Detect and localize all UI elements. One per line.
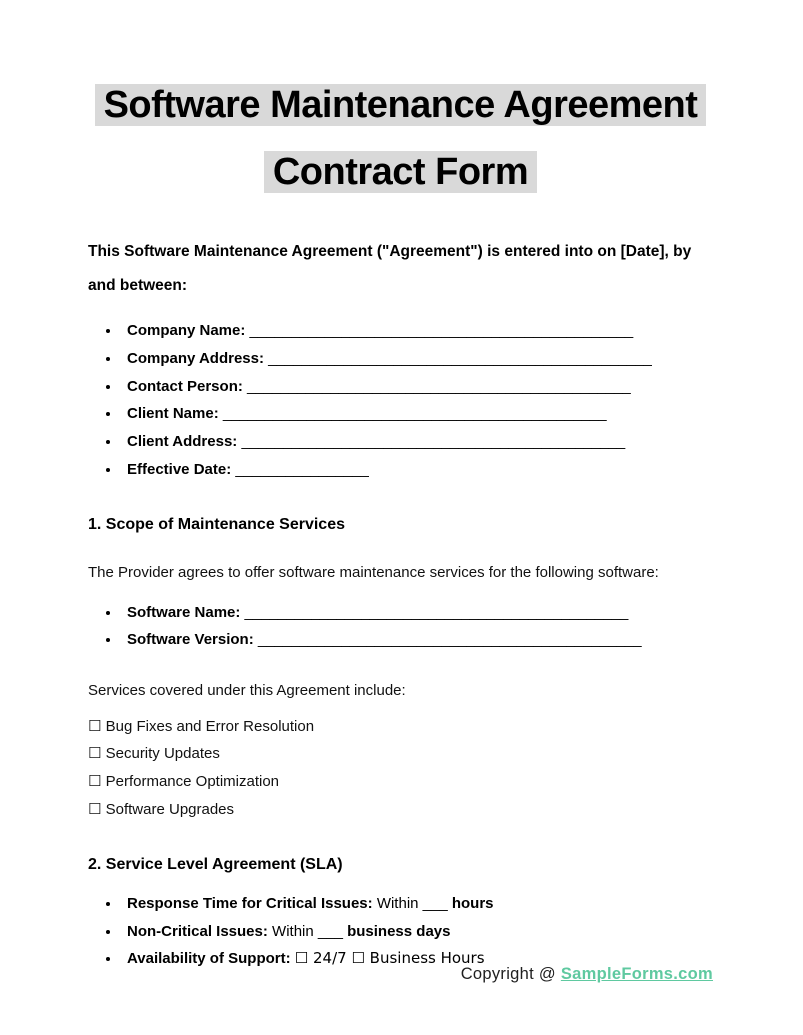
bold-suffix: business days — [347, 922, 451, 940]
list-item — [121, 918, 713, 946]
service-option — [88, 713, 713, 741]
field-label: Effective Date: — [127, 460, 232, 478]
field-label: Response Time for Critical Issues: — [127, 894, 373, 912]
blank-line: ________________ — [235, 460, 369, 478]
checkbox-icon: ☐ — [88, 799, 102, 818]
field-label: Non-Critical Issues: — [127, 922, 268, 940]
sampleforms-link[interactable]: SampleForms.com — [560, 965, 713, 983]
list-item — [121, 599, 713, 627]
blank-line: ______________________________________________ — [257, 631, 642, 649]
footer — [461, 965, 713, 984]
list-item — [121, 626, 713, 654]
service-option — [88, 740, 713, 768]
blank-line: ______________________________________________ — [244, 603, 629, 621]
copyright-text: Copyright @ — [460, 965, 556, 983]
list-item — [121, 400, 713, 428]
field-label: Availability of Support: — [127, 950, 291, 968]
list-item — [121, 428, 713, 456]
field-label: Client Address: — [127, 433, 238, 451]
field-label: Company Name: — [127, 322, 246, 340]
checkbox-icon: ☐ — [88, 772, 102, 791]
blank-line: ______________________________________________ — [249, 322, 634, 340]
software-fields-list — [88, 599, 713, 655]
list-item — [121, 345, 713, 373]
service-option-label: Bug Fixes and Error Resolution — [105, 717, 315, 735]
intro-paragraph: This Software Maintenance Agreement ("Agreement") is entered into on [Date], by and between: — [88, 243, 692, 295]
field-label: Software Version: — [127, 631, 254, 649]
checkbox-icon: ☐ — [88, 744, 102, 763]
section-1-intro: The Provider agrees to offer software maintenance services for the following software: — [88, 564, 659, 582]
list-item — [121, 890, 713, 918]
blank-line: ______________________________________________ — [222, 405, 607, 423]
checkbox-icon: ☐ — [88, 716, 102, 735]
services-intro: Services covered under this Agreement include: — [88, 682, 406, 700]
blank-line: ______________________________________________ — [268, 349, 652, 367]
list-item — [121, 317, 713, 345]
sla-list — [88, 890, 713, 973]
service-option — [88, 768, 713, 796]
document-title — [88, 72, 713, 205]
fill-in-text: Within ___ — [272, 922, 343, 940]
bold-suffix: hours — [451, 894, 494, 912]
blank-line: ______________________________________________ — [247, 377, 631, 395]
field-label: Company Address: — [127, 349, 264, 367]
title-line-2: Contract Form — [264, 151, 537, 193]
field-label: Contact Person: — [127, 377, 243, 395]
field-label: Software Name: — [127, 603, 241, 621]
fill-in-text: ☐ 24/7 ☐ Business Hours — [294, 949, 485, 968]
list-item — [121, 456, 713, 484]
service-option-label: Software Upgrades — [105, 800, 235, 818]
section-1-heading: 1. Scope of Maintenance Services — [88, 515, 345, 533]
title-line-1: Software Maintenance Agreement — [95, 84, 707, 126]
service-option — [88, 796, 713, 824]
section-2-heading: 2. Service Level Agreement (SLA) — [88, 855, 343, 873]
service-option-label: Security Updates — [105, 745, 220, 763]
fill-in-text: Within ___ — [376, 894, 448, 912]
parties-list — [88, 317, 713, 484]
blank-line: ______________________________________________ — [241, 433, 626, 451]
field-label: Client Name: — [127, 405, 219, 423]
list-item — [121, 373, 713, 401]
service-option-label: Performance Optimization — [105, 773, 280, 791]
